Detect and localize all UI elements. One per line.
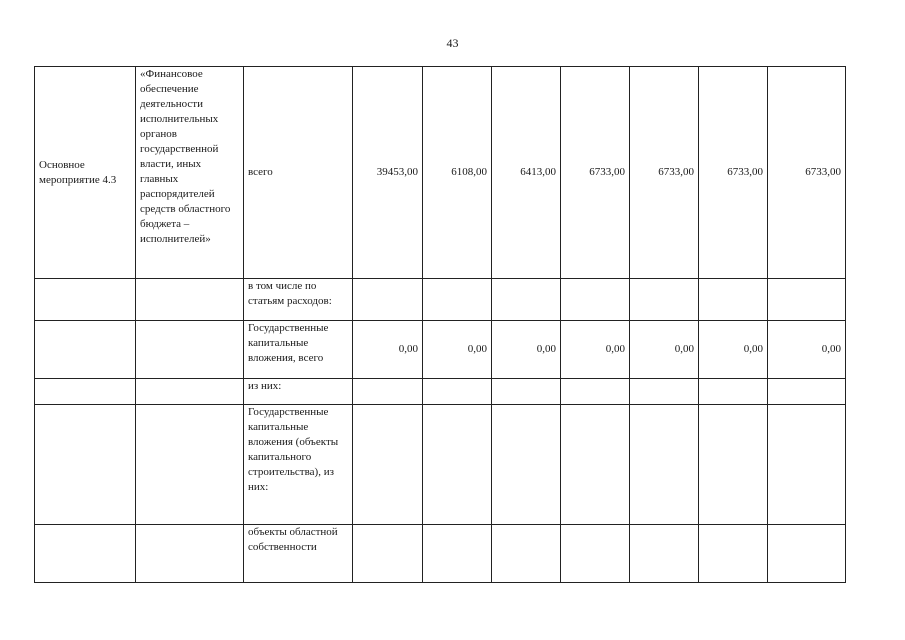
value-cell: 6733,00 [630,67,699,279]
value-cell: 6413,00 [492,67,561,279]
value-cell [492,405,561,525]
table-row [35,321,846,379]
budget-table [34,66,846,583]
expense-type-cell: из них: [244,379,353,405]
value-cell: 0,00 [699,321,768,379]
activity-code-cell [35,525,136,583]
activity-code-cell [35,279,136,321]
value-cell [768,405,846,525]
activity-code-cell [35,405,136,525]
value-cell: 0,00 [423,321,492,379]
value-cell: 0,00 [492,321,561,379]
value-cell [630,525,699,583]
expense-type-cell: всего [244,67,353,279]
activity-name-cell [136,525,244,583]
value-cell: 6733,00 [768,67,846,279]
expense-type-cell: объекты областной собственности [244,525,353,583]
value-cell [768,525,846,583]
value-cell [492,379,561,405]
value-cell [630,405,699,525]
expense-type-cell: Государственные капитальные вложения, всего [244,321,353,379]
value-cell: 0,00 [768,321,846,379]
value-cell: 6733,00 [699,67,768,279]
value-cell [699,525,768,583]
value-cell: 0,00 [630,321,699,379]
value-cell: 0,00 [561,321,630,379]
activity-code-cell: Основное мероприятие 4.3 [35,67,136,279]
activity-name-cell [136,405,244,525]
activity-code-cell [35,379,136,405]
table-row [35,279,846,321]
value-cell [630,379,699,405]
table-row [35,525,846,583]
value-cell [561,405,630,525]
value-cell [423,279,492,321]
value-cell [561,379,630,405]
value-cell [423,405,492,525]
value-cell [630,279,699,321]
value-cell [561,525,630,583]
table-row [35,67,846,279]
activity-name-cell [136,321,244,379]
activity-code-cell [35,321,136,379]
value-cell [768,279,846,321]
value-cell [353,279,423,321]
expense-type-cell: в том числе по статьям расходов: [244,279,353,321]
value-cell [699,405,768,525]
value-cell [699,379,768,405]
value-cell: 39453,00 [353,67,423,279]
value-cell: 6733,00 [561,67,630,279]
value-cell [423,525,492,583]
activity-name-cell [136,379,244,405]
page-number: 43 [446,36,459,50]
expense-type-cell: Государственные капитальные вложения (объекты капитального строительства), из них: [244,405,353,525]
value-cell [699,279,768,321]
value-cell: 0,00 [353,321,423,379]
value-cell [768,379,846,405]
activity-name-cell: «Финансовое обеспечение деятельности исполнительных органов государственной власти, иных главных распорядителей средств областного бюджета – исполнителей» [136,67,244,279]
activity-name-cell [136,279,244,321]
value-cell [492,525,561,583]
table-row [35,405,846,525]
value-cell [353,379,423,405]
value-cell [353,405,423,525]
table-row [35,379,846,405]
value-cell [353,525,423,583]
value-cell [561,279,630,321]
value-cell [492,279,561,321]
value-cell: 6108,00 [423,67,492,279]
value-cell [423,379,492,405]
